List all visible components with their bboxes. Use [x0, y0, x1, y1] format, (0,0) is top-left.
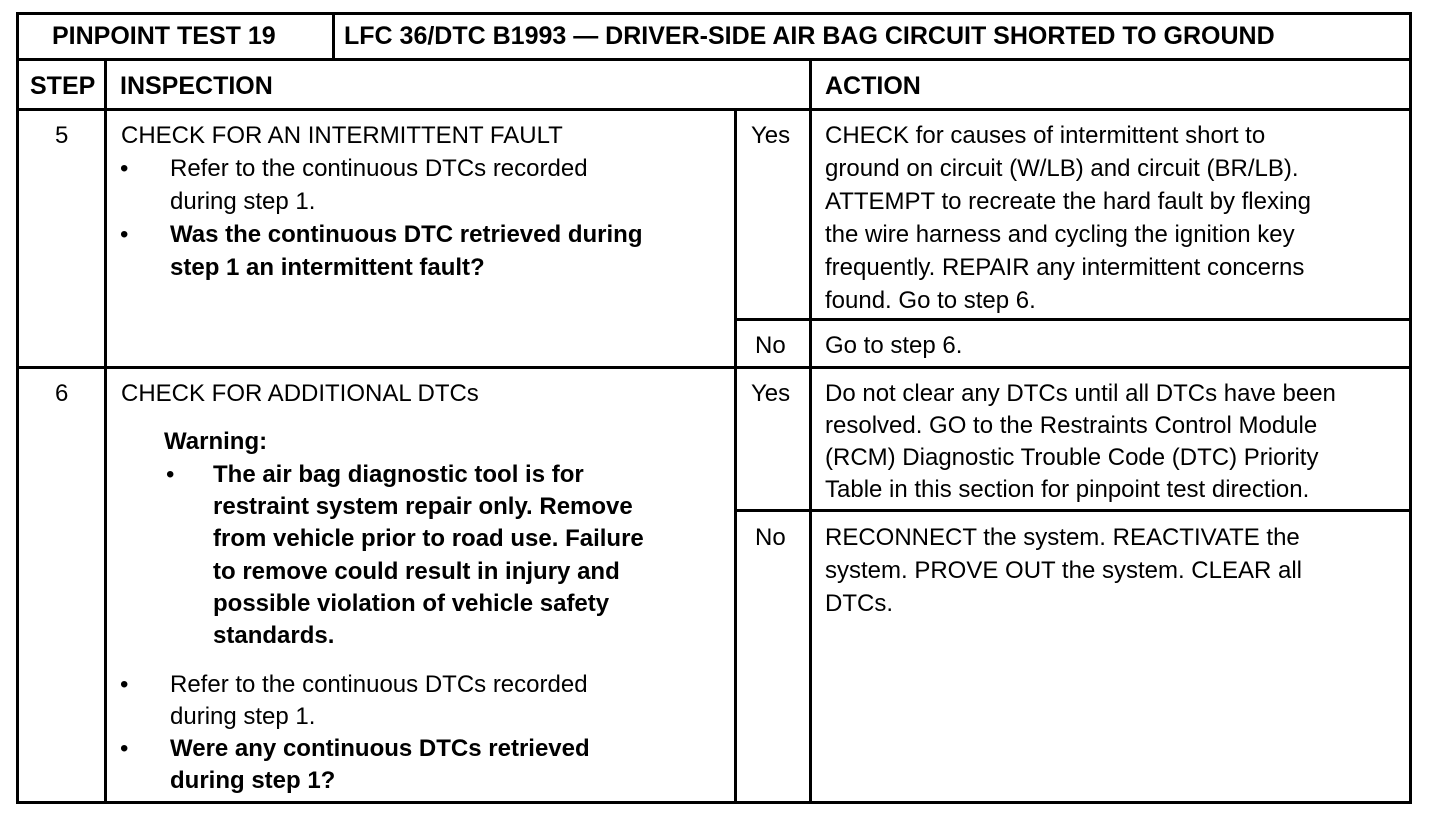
test-description: LFC 36/DTC B1993 — DRIVER-SIDE AIR BAG CIRCUIT SHORTED TO GROUND — [344, 22, 1275, 50]
divider — [16, 108, 1412, 111]
no-label: No — [755, 524, 786, 551]
bullet: • — [166, 461, 175, 488]
action-text: frequently. REPAIR any intermittent concerns — [825, 254, 1305, 281]
instruction-text: Refer to the continuous DTCs recorded — [170, 155, 588, 182]
action-text: (RCM) Diagnostic Trouble Code (DTC) Priority — [825, 444, 1319, 471]
divider — [332, 12, 335, 60]
yes-label: Yes — [751, 122, 791, 149]
step-heading: CHECK FOR AN INTERMITTENT FAULT — [121, 122, 563, 149]
divider — [16, 366, 1412, 369]
warning-text: to remove could result in injury and — [213, 558, 620, 585]
divider — [104, 58, 107, 804]
bullet: • — [120, 735, 129, 762]
header-step: STEP — [30, 72, 96, 100]
header-action: ACTION — [825, 72, 921, 100]
instruction-text: Refer to the continuous DTCs recorded — [170, 671, 588, 698]
test-title: PINPOINT TEST 19 — [52, 22, 276, 50]
action-text: Do not clear any DTCs until all DTCs have been — [825, 380, 1336, 407]
bullet: • — [120, 221, 129, 248]
action-text: ATTEMPT to recreate the hard fault by flexing — [825, 188, 1311, 215]
no-label: No — [755, 332, 786, 359]
instruction-text: during step 1. — [170, 703, 316, 730]
question-text: step 1 an intermittent fault? — [170, 254, 485, 281]
warning-text: possible violation of vehicle safety — [213, 590, 610, 617]
bullet: • — [120, 155, 129, 182]
divider — [809, 58, 812, 804]
step-number: 5 — [55, 122, 69, 149]
warning-text: standards. — [213, 622, 335, 649]
divider — [734, 108, 737, 804]
action-text: Go to step 6. — [825, 332, 963, 359]
action-text: resolved. GO to the Restraints Control Module — [825, 412, 1318, 439]
divider — [734, 318, 1412, 321]
warning-text: restraint system repair only. Remove — [213, 493, 633, 520]
action-text: CHECK for causes of intermittent short to — [825, 122, 1266, 149]
question-text: Were any continuous DTCs retrieved — [170, 735, 590, 762]
warning-text: from vehicle prior to road use. Failure — [213, 525, 644, 552]
action-text: Table in this section for pinpoint test direction. — [825, 476, 1310, 503]
action-text: DTCs. — [825, 590, 893, 617]
instruction-text: during step 1. — [170, 188, 316, 215]
question-text: Was the continuous DTC retrieved during — [170, 221, 643, 248]
action-text: found. Go to step 6. — [825, 287, 1036, 314]
action-text: RECONNECT the system. REACTIVATE the — [825, 524, 1300, 551]
warning-text: The air bag diagnostic tool is for — [213, 461, 584, 488]
action-text: system. PROVE OUT the system. CLEAR all — [825, 557, 1303, 584]
divider — [734, 509, 1412, 512]
bullet: • — [120, 671, 129, 698]
action-text: the wire harness and cycling the ignition key — [825, 221, 1295, 248]
step-number: 6 — [55, 380, 69, 407]
action-text: ground on circuit (W/LB) and circuit (BR/LB). — [825, 155, 1299, 182]
step-heading: CHECK FOR ADDITIONAL DTCs — [121, 380, 479, 407]
divider — [16, 58, 1412, 61]
yes-label: Yes — [751, 380, 791, 407]
question-text: during step 1? — [170, 767, 336, 794]
warning-label: Warning: — [164, 428, 268, 455]
header-inspection: INSPECTION — [120, 72, 273, 100]
